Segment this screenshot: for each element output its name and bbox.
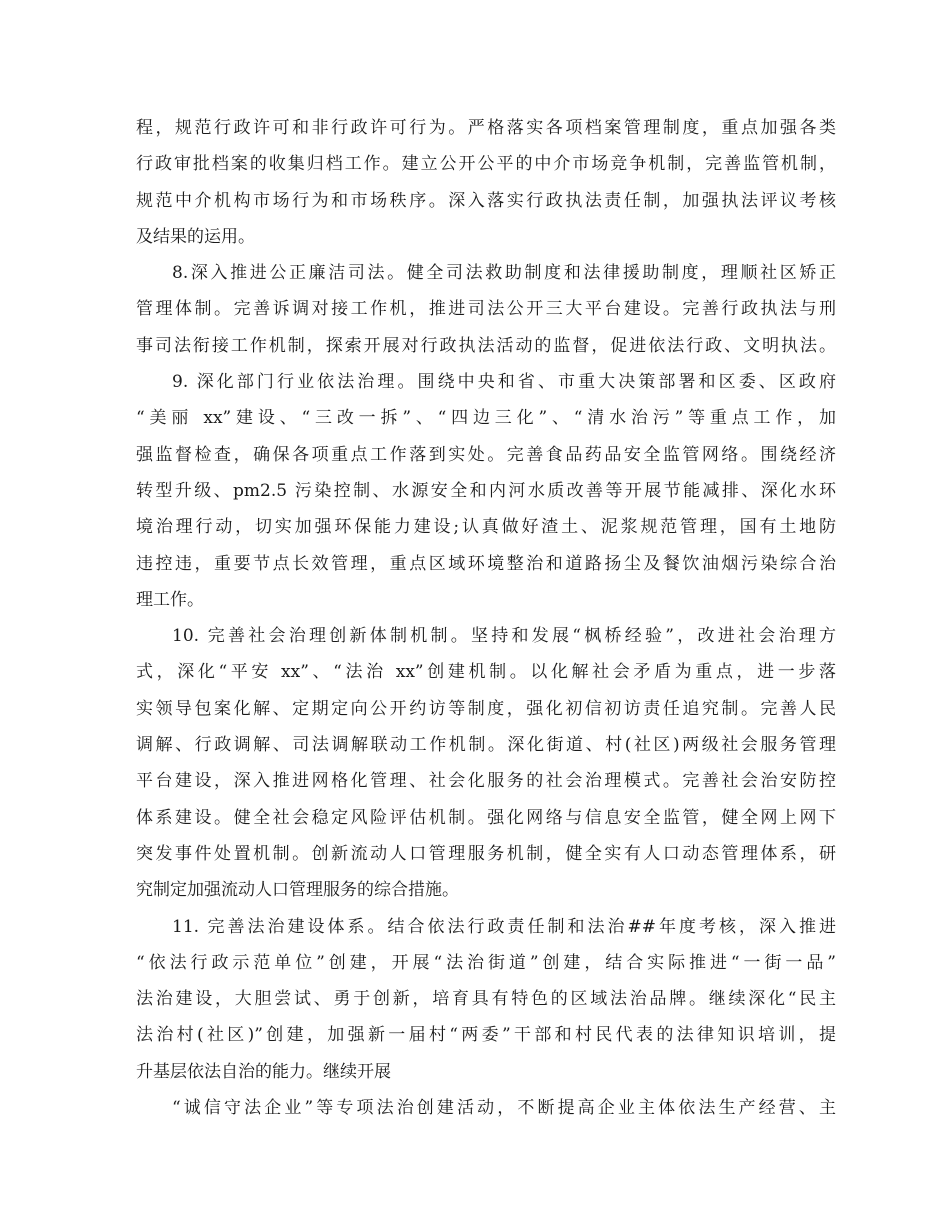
text-line: 转型升级、pm2.5 污染控制、水源安全和内河水质改善等开展节能减排、深化水环 bbox=[136, 480, 836, 501]
text-line: 式，深化“平安 xx”、“法治 xx”创建机制。以化解社会矛盾为重点，进一步落 bbox=[136, 662, 836, 683]
text-line: 11. 完善法治建设体系。结合依法行政责任制和法治##年度考核，深入推进 bbox=[172, 916, 836, 937]
document-body bbox=[136, 110, 836, 1126]
text-line: 调解、行政调解、司法调解联动工作机制。深化街道、村(社区)两级社会服务管理 bbox=[136, 735, 836, 756]
text-line: 实领导包案化解、定期定向公开约访等制度，强化初信初访责任追究制。完善人民 bbox=[136, 698, 836, 719]
text-line: 究制定加强流动人口管理服务的综合措施。 bbox=[136, 880, 459, 901]
text-line: 违控违，重要节点长效管理，重点区域环境整治和道路扬尘及餐饮油烟污染综合治 bbox=[136, 553, 836, 574]
text-line: 升基层依法自治的能力。继续开展 bbox=[136, 1061, 391, 1082]
text-line: 突发事件处置机制。创新流动人口管理服务机制，健全实有人口动态管理体系，研 bbox=[136, 843, 836, 864]
text-line: 法治村(社区)”创建，加强新一届村“两委”干部和村民代表的法律知识培训，提 bbox=[136, 1025, 836, 1046]
text-line: 9. 深化部门行业依法治理。围绕中央和省、市重大决策部署和区委、区政府 bbox=[172, 372, 836, 393]
text-line: “诚信守法企业”等专项法治创建活动，不断提高企业主体依法生产经营、主 bbox=[172, 1098, 836, 1119]
text-line: 管理体制。完善诉调对接工作机，推进司法公开三大平台建设。完善行政执法与刑 bbox=[136, 299, 836, 320]
text-line: 境治理行动，切实加强环保能力建设;认真做好渣土、泥浆规范管理，国有土地防 bbox=[136, 517, 836, 538]
text-line: 程，规范行政许可和非行政许可行为。严格落实各项档案管理制度，重点加强各类 bbox=[136, 118, 836, 138]
text-line: 理工作。 bbox=[136, 589, 204, 610]
text-line: “美丽 xx”建设、“三改一拆”、“四边三化”、“清水治污”等重点工作，加 bbox=[136, 408, 836, 429]
text-line: 10. 完善社会治理创新体制机制。坚持和发展“枫桥经验”，改进社会治理方 bbox=[172, 626, 836, 647]
text-line: 及结果的运用。 bbox=[136, 226, 255, 247]
text-line: 行政审批档案的收集归档工作。建立公开公平的中介市场竞争机制，完善监管机制， bbox=[136, 154, 836, 175]
text-line: 体系建设。健全社会稳定风险评估机制。强化网络与信息安全监管，健全网上网下 bbox=[136, 807, 836, 828]
text-line: 事司法衔接工作机制，探索开展对行政执法活动的监督，促进依法行政、文明执法。 bbox=[136, 335, 836, 356]
text-line: 法治建设，大胆尝试、勇于创新，培育具有特色的区域法治品牌。继续深化“民主 bbox=[136, 989, 836, 1010]
text-line: 规范中介机构市场行为和市场秩序。深入落实行政执法责任制，加强执法评议考核 bbox=[136, 190, 836, 211]
text-line: 平台建设，深入推进网格化管理、社会化服务的社会治理模式。完善社会治安防控 bbox=[136, 771, 836, 792]
text-line: “依法行政示范单位”创建，开展“法治街道”创建，结合实际推进“一街一品” bbox=[136, 952, 836, 973]
text-line: 强监督检查，确保各项重点工作落到实处。完善食品药品安全监管网络。围绕经济 bbox=[136, 444, 836, 465]
text-line: 8.深入推进公正廉洁司法。健全司法救助制度和法律援助制度，理顺社区矫正 bbox=[172, 263, 836, 284]
